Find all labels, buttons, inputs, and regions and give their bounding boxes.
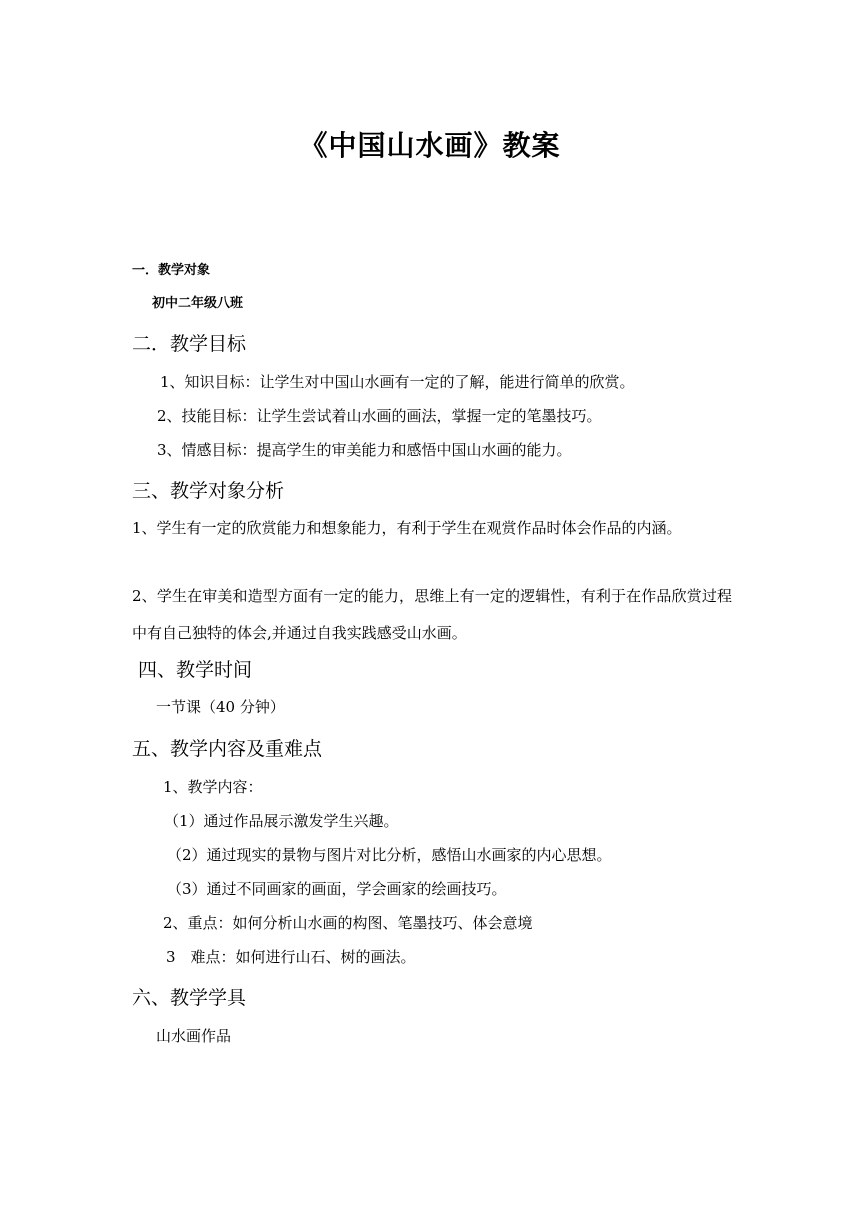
goal-skill: 2、技能目标：让学生尝试着山水画的画法，掌握一定的笔墨技巧。 [157, 407, 602, 425]
section-6-heading: 六、教学学具 [132, 987, 247, 1009]
analysis-paragraph-1: 1、学生有一定的欣赏能力和想象能力，有利于学生在观赏作品时体会作品的内涵。 [132, 519, 682, 537]
goal-emotion: 3、情感目标：提高学生的审美能力和感悟中国山水画的能力。 [157, 441, 572, 459]
section-1-heading: 一．教学对象 [132, 263, 211, 278]
content-item-3: （3）通过不同画家的画面，学会画家的绘画技巧。 [167, 880, 507, 898]
difficulty-point: 3 难点：如何进行山石、树的画法。 [166, 948, 416, 966]
content-label: 1、教学内容： [163, 778, 263, 796]
section-1-content: 初中二年级八班 [152, 296, 244, 311]
section-5-heading: 五、教学内容及重难点 [132, 738, 323, 760]
analysis-paragraph-2: 2、学生在审美和造型方面有一定的能力，思维上有一定的逻辑性，有利于在作品欣赏过程中有自己独特的体会,并通过自我实践感受山水画。 [132, 587, 732, 642]
content-item-2: （2）通过现实的景物与图片对比分析，感悟山水画家的内心思想。 [167, 846, 612, 864]
section-2-heading: 二．教学目标 [132, 333, 247, 355]
section-4-content: 一节课（40 分钟） [156, 698, 285, 716]
section-6-content: 山水画作品 [156, 1027, 232, 1045]
section-3-heading: 三、教学对象分析 [132, 480, 285, 502]
content-item-1: （1）通过作品展示激发学生兴趣。 [164, 812, 399, 830]
goal-knowledge: 1、知识目标：让学生对中国山水画有一定的了解，能进行简单的欣赏。 [160, 373, 635, 391]
document-title: 《中国山水画》教案 [299, 129, 561, 162]
key-point: 2、重点：如何分析山水画的构图、笔墨技巧、体会意境 [163, 914, 533, 932]
section-4-heading: 四、教学时间 [138, 659, 253, 681]
